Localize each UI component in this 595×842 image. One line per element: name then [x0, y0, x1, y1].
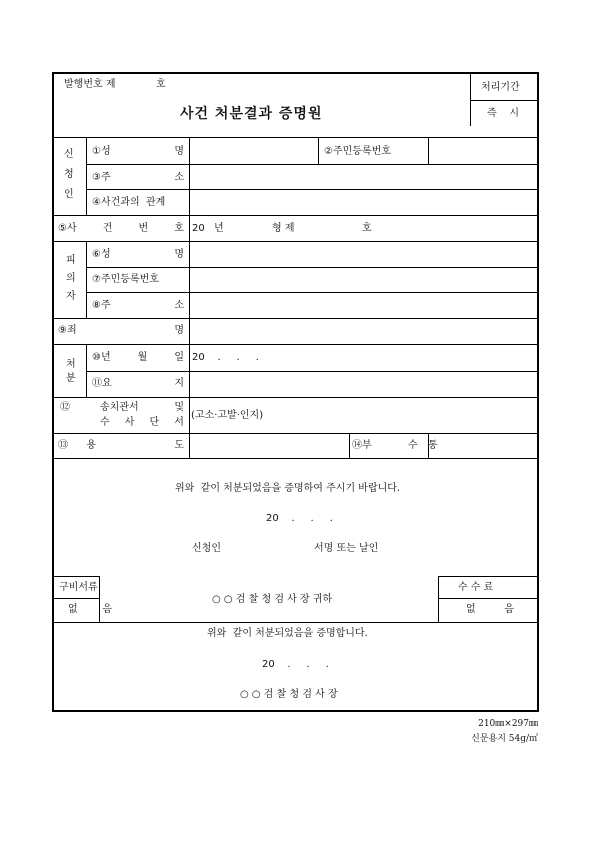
applicant-group-label: 신 청 인	[64, 149, 74, 200]
certification-date[interactable]: 20 . . .	[262, 659, 329, 670]
accused-name-label: ⑥성 명	[92, 249, 184, 260]
accused-address-field[interactable]	[192, 295, 536, 315]
disposition-date-label: ⑩년 월 일	[92, 352, 184, 363]
paper-type: 신문용지 54g/㎡	[471, 734, 538, 744]
accused-name-field[interactable]	[192, 245, 536, 265]
case-number-value[interactable]: 20 년 형 제 호	[192, 223, 372, 234]
accused-rrn-label: ⑦주민등록번호	[92, 274, 159, 285]
applicant-address-field[interactable]	[192, 167, 536, 187]
copies-label: ⑭부 수 통	[352, 440, 438, 451]
accused-rrn-field[interactable]	[192, 270, 536, 290]
request-date[interactable]: 20 . . .	[266, 513, 333, 524]
paper-size: 210㎜×297㎜	[478, 719, 538, 729]
purpose-label: ⑬ 용 도	[58, 440, 184, 451]
applicant-signature-label: 신청인	[192, 543, 221, 554]
request-statement: 위와 같이 처분되었음을 증명하여 주시기 바랍니다.	[175, 483, 401, 494]
processing-period-label: 처리기간	[481, 82, 520, 93]
addressee: ○ ○ 검 찰 청 검 사 장 귀하	[212, 594, 333, 605]
issuer: ○ ○ 검 찰 청 검 사 장	[240, 689, 338, 700]
transfer-number: ⑫	[60, 402, 70, 413]
fee-value: 없 음	[466, 604, 514, 615]
applicant-name-field[interactable]	[192, 142, 314, 162]
accused-group-label: 피 의 자	[66, 255, 76, 302]
disposition-group-label: 처 분	[66, 359, 76, 384]
applicant-relation-label: ④사건과의 관계	[92, 197, 166, 208]
disposition-summary-field[interactable]	[192, 374, 536, 394]
required-docs-value: 없 음	[68, 604, 112, 615]
form-title: 사건 처분결과 증명원	[180, 106, 323, 122]
issue-number-suffix: 호	[156, 79, 166, 90]
issue-number-label: 발행번호 제	[64, 79, 116, 90]
charge-label: ⑨죄 명	[58, 325, 184, 336]
signature-or-seal-label[interactable]: 서명 또는 날인	[314, 543, 379, 554]
applicant-rrn-label: ②주민등록번호	[324, 146, 391, 157]
processing-period-value: 즉 시	[487, 108, 520, 119]
transfer-label-line2: 수 사 단 서	[100, 417, 184, 428]
copies-field[interactable]	[440, 436, 536, 454]
certification-statement: 위와 같이 처분되었음을 증명합니다.	[207, 628, 368, 639]
disposition-date-value[interactable]: 20 . . .	[192, 352, 259, 363]
accused-address-label: ⑧주 소	[92, 300, 184, 311]
transfer-label-line1: 송치관서 및	[100, 402, 184, 413]
applicant-relation-field[interactable]	[192, 192, 536, 212]
fee-label: 수 수 료	[458, 582, 494, 593]
charge-field[interactable]	[192, 321, 536, 341]
required-docs-label: 구비서류	[59, 582, 98, 593]
disposition-summary-label: ⑪요 지	[92, 378, 184, 389]
purpose-field[interactable]	[192, 436, 346, 454]
applicant-name-label: ①성 명	[92, 146, 184, 157]
applicant-address-label: ③주 소	[92, 172, 184, 183]
transfer-value[interactable]: (고소·고발·인지)	[191, 410, 264, 421]
case-number-label: ⑤사 건 번 호	[58, 223, 184, 234]
applicant-rrn-field[interactable]	[432, 142, 536, 162]
